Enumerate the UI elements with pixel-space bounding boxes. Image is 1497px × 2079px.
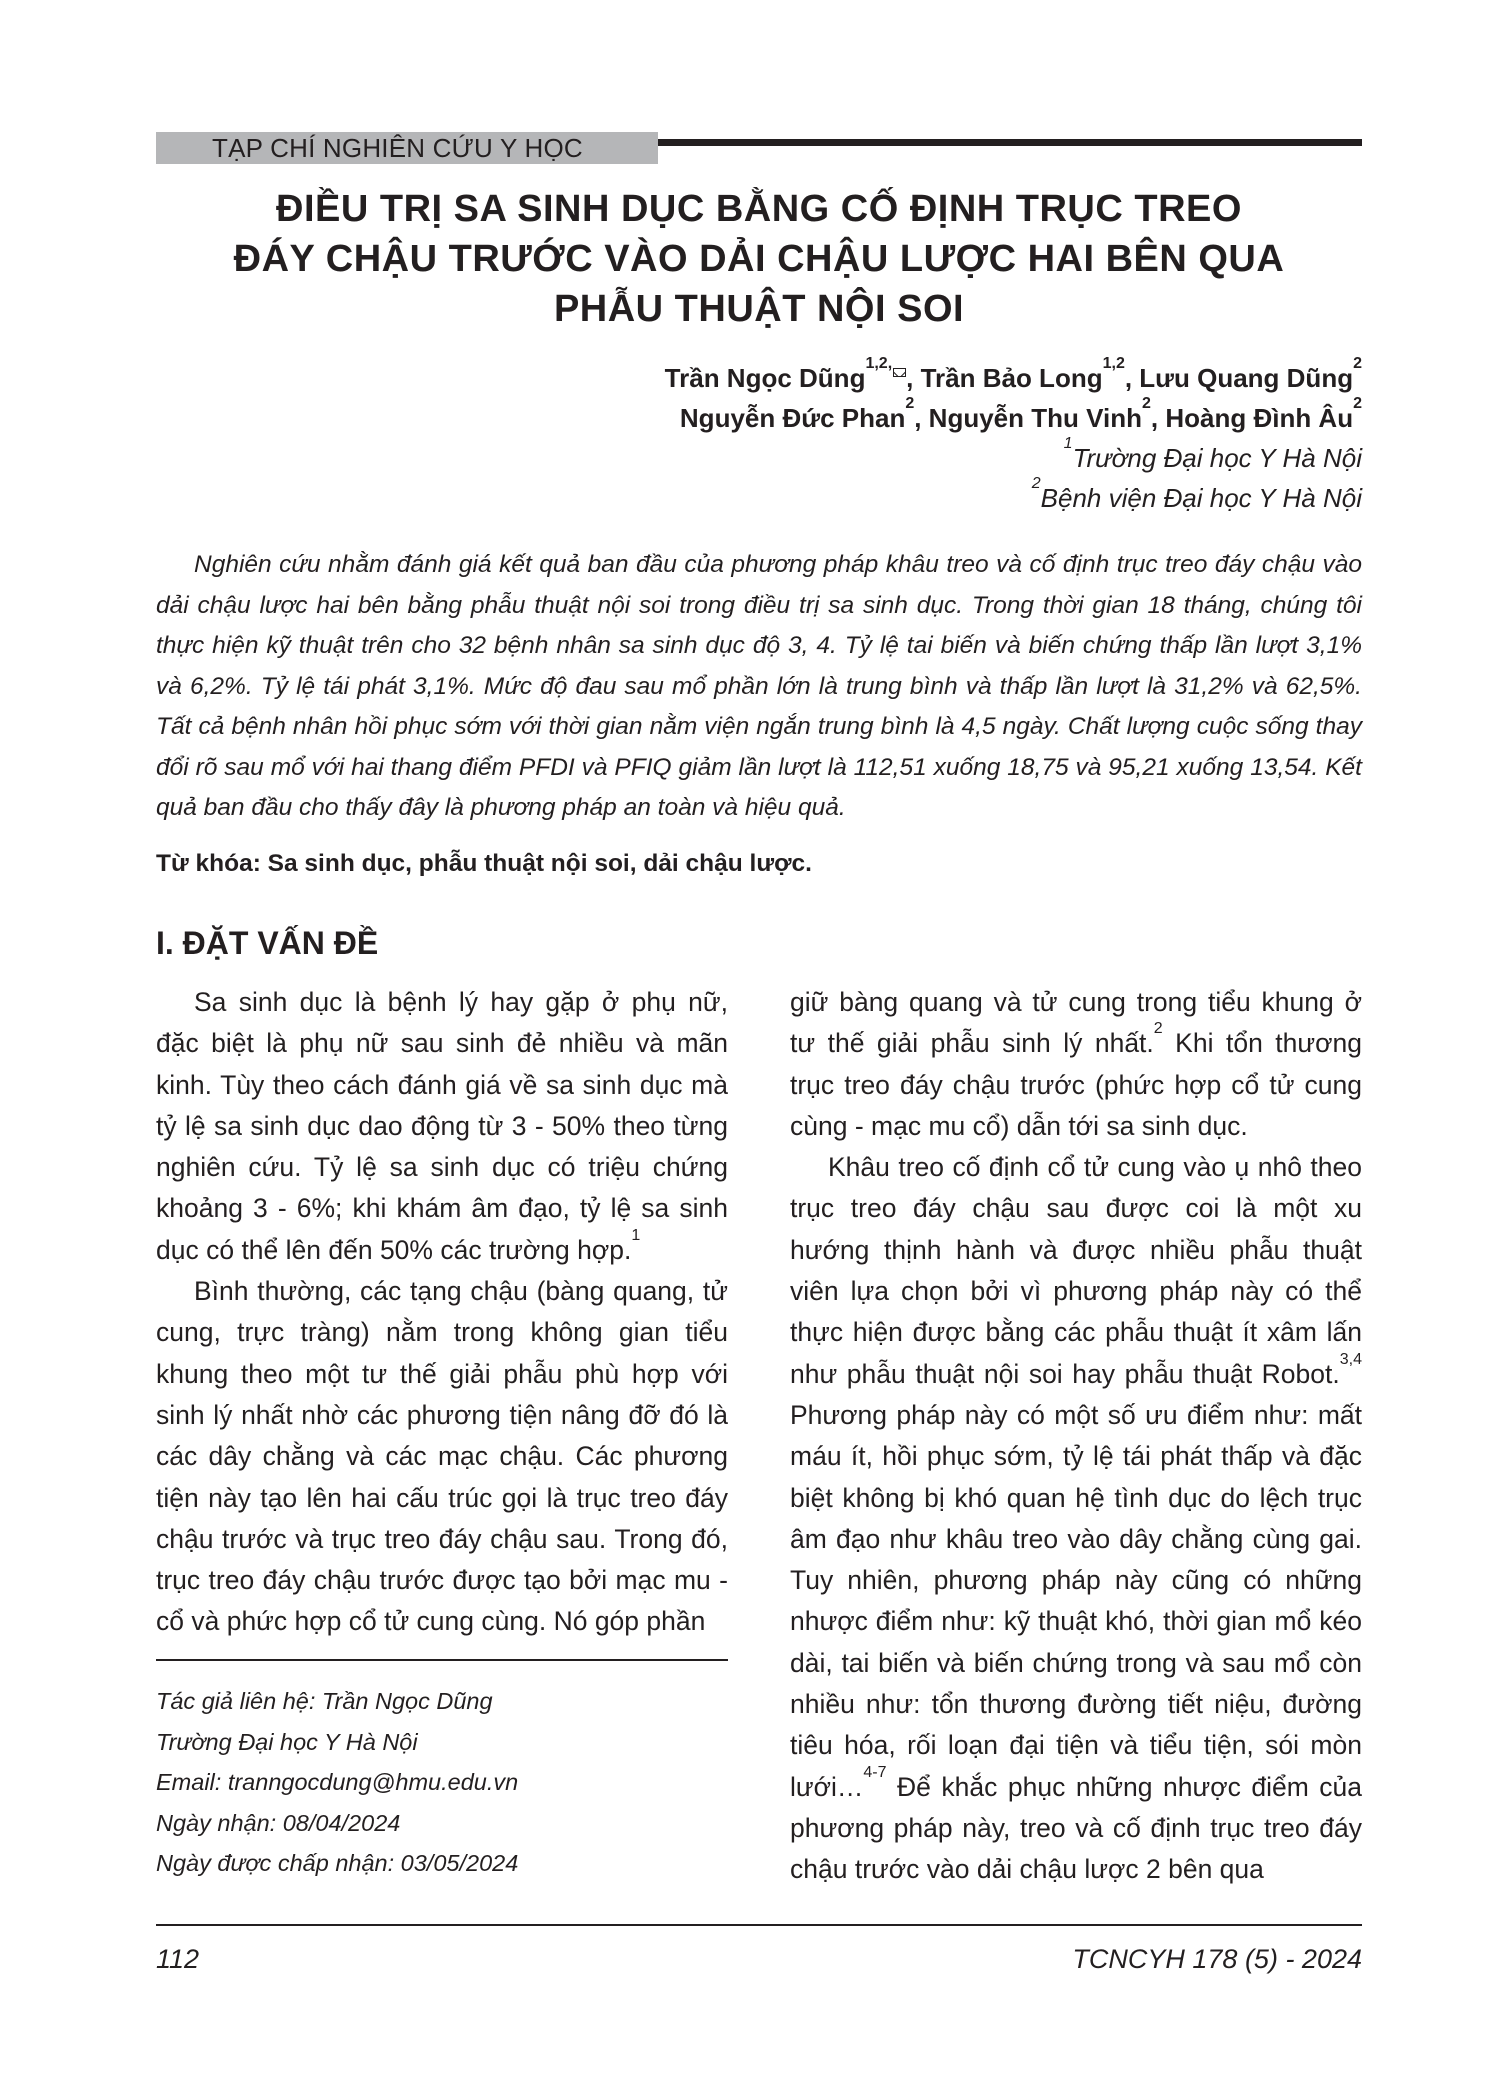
author-line-2 — [665, 395, 1362, 438]
author-block — [664, 355, 1362, 518]
author-line-1 — [664, 355, 1362, 398]
keywords: Từ khóa: Sa sinh dục, phẫu thuật nội soi, dải chậu lược. — [156, 850, 812, 877]
envelope-icon — [893, 368, 906, 377]
journal-header — [156, 132, 1362, 164]
title-line-2: ĐÁY CHẬU TRƯỚC VÀO DẢI CHẬU LƯỢC HAI BÊN QUA — [233, 238, 1285, 280]
header-rule — [658, 139, 1362, 146]
journal-name: TẠP CHÍ NGHIÊN CỨU Y HỌC — [156, 132, 658, 164]
contact-email: Email: tranngocdung@hmu.edu.vn — [156, 1769, 519, 1795]
affiliation-sup: 2 — [1141, 395, 1151, 412]
affiliation-sup: 1,2, — [865, 355, 893, 372]
affiliation-sup: 2 — [1353, 355, 1362, 372]
abstract: Nghiên cứu nhằm đánh giá kết quả ban đầu của phương pháp khâu treo và cố định trục treo đáy chậu vào dải chậu lược hai bên bằng phẫu thuật nội soi trong điều trị sa sinh dục. Trong thời gian 18 tháng, chúng tôi thực hiện kỹ thuật trên cho 32 bệnh nhân sa sinh dục độ 3, 4. Tỷ lệ tai biến và biến chứng thấp lần lượt 3,1% và 6,2%. Tỷ lệ tái phát 3,1%. Mức độ đau sau mổ phần lớn là trung bình và thấp lần lượt là 31,2% và 62,5%. Tất cả bệnh nhân hồi phục sớm với thời gian nằm viện ngắn trung bình là 4,5 ngày. Chất lượng cuộc sống thay đổi rõ sau mổ với hai thang điểm PFDI và PFIQ giảm lần lượt là 112,51 xuống 18,75 và 95,21 xuống 13,54. Kết quả ban đầu cho thấy đây là phương pháp an toàn và hiệu quả. — [156, 551, 1362, 821]
author-name: , Nguyễn Thu Vinh — [914, 403, 1142, 433]
affiliation-1: $^1$Trường Đại học Y Hà Nội — [1063, 435, 1362, 473]
citation: 1 — [631, 1226, 641, 1244]
section-heading: I. ĐẶT VẤN ĐỀ — [156, 925, 379, 961]
citation: 3,4 — [1339, 1350, 1362, 1368]
author-name: , Hoàng Đình Âu — [1150, 403, 1354, 433]
author-name: Nguyễn Đức Phan — [679, 403, 906, 433]
title-line-3: PHẪU THUẬT NỘI SOI — [553, 288, 965, 330]
accepted-date: Ngày được chấp nhận: 03/05/2024 — [156, 1850, 519, 1876]
affiliation-sup: 2 — [1353, 395, 1362, 412]
affiliation-sup: 1,2 — [1102, 355, 1125, 372]
affiliation-2: $^2$Bệnh viện Đại học Y Hà Nội — [1031, 475, 1362, 513]
left-column — [156, 982, 728, 1643]
affiliation-sup: 2 — [905, 395, 915, 412]
contact-author: Tác giả liên hệ: Trần Ngọc Dũng — [156, 1688, 493, 1714]
paragraph: Sa sinh dục là bệnh lý hay gặp ở phụ nữ, đặc biệt là phụ nữ sau sinh đẻ nhiều và mãn kinh. Tùy theo cách đánh giá về sa sinh dục mà tỷ lệ sa sinh dục dao động từ 3 - 50% theo từng nghiên cứu. Tỷ lệ sa sinh dục có triệu chứng khoảng 3 - 6%; khi khám âm đạo, tỷ lệ sa sinh dục có thể lên đến 50% các trường hợp.$^1$ — [156, 987, 728, 1265]
title-line-1: ĐIỀU TRỊ SA SINH DỤC BẰNG CỐ ĐỊNH TRỤC TREO — [276, 188, 1242, 230]
paragraph: Khâu treo cố định cổ tử cung vào ụ nhô theo trục treo đáy chậu sau được coi là một xu hướng thịnh hành và được nhiều phẫu thuật viên lựa chọn bởi vì phương pháp này có thể thực hiện được bằng các phẫu thuật ít xâm lấn như phẫu thuật nội soi hay phẫu thuật Robot.$^{3,4}$ Phương pháp này có một số ưu điểm như: mất máu ít, hồi phục sớm, tỷ lệ tái phát thấp và đặc biệt không bị khó quan hệ tình dục do lệch trục âm đạo như khâu treo vào dây chằng cùng gai. Tuy nhiên, phương pháp này cũng có những nhược điểm như: kỹ thuật khó, thời gian mổ kéo dài, tai biến và biến chứng trong và sau mổ còn nhiều như: tổn thương đường tiết niệu, đường tiêu hóa, rối loạn đại tiện và tiểu tiện, sói mòn lưới…$^{4-7}$ Để khắc phục những nhược điểm của phương pháp này, treo và cố định trục treo đáy chậu trước vào dải chậu lược 2 bên qua — [790, 1152, 1362, 1885]
citation: 2 — [1153, 1020, 1163, 1038]
contact-institution: Trường Đại học Y Hà Nội — [156, 1728, 418, 1755]
page-number: 112 — [156, 1944, 200, 1974]
author-name: , Trần Bảo Long — [906, 363, 1103, 393]
paragraph: giữ bàng quang và tử cung trong tiểu khung ở tư thế giải phẫu sinh lý nhất.$^2$ Khi tổn thương trục treo đáy chậu trước (phức hợp cổ tử cung cùng - mạc mu cổ) dẫn tới sa sinh dục. — [790, 987, 1362, 1141]
footer-rule — [156, 1924, 1362, 1926]
paragraph: Bình thường, các tạng chậu (bàng quang, tử cung, trực tràng) nằm trong không gian tiểu khung theo một tư thế giải phẫu phù hợp với sinh lý nhất nhờ các phương tiện nâng đỡ đó là các dây chằng và các mạc chậu. Các phương tiện này tạo lên hai cấu trúc gọi là trục treo đáy chậu trước và trục treo đáy chậu sau. Trong đó, trục treo đáy chậu trước được tạo bởi mạc mu - cổ và phức hợp cổ tử cung cùng. Nó góp phần — [156, 1276, 728, 1637]
footnote-divider — [156, 1659, 728, 1661]
citation: 4-7 — [863, 1763, 887, 1781]
right-column — [790, 982, 1362, 1891]
journal-reference: TCNCYH 178 (5) - 2024 — [1072, 1944, 1362, 1974]
article-title — [156, 184, 1362, 334]
correspondence-footnote — [156, 1681, 518, 1884]
author-name: Trần Ngọc Dũng — [664, 363, 866, 393]
author-name: , Lưu Quang Dũng — [1124, 363, 1354, 393]
received-date: Ngày nhận: 08/04/2024 — [156, 1809, 401, 1836]
